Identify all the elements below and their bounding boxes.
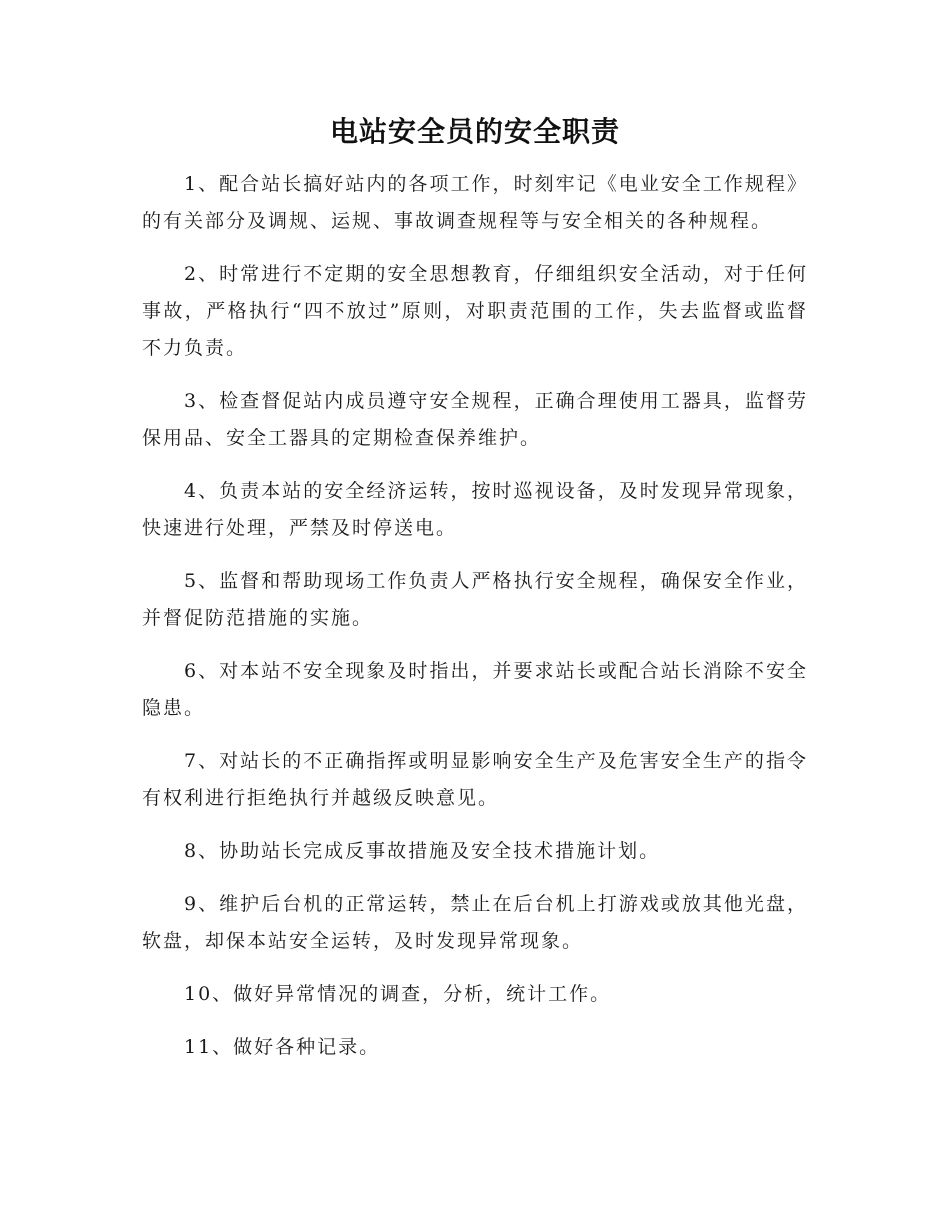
paragraph-9: 9、维护后台机的正常运转，禁止在后台机上打游戏或放其他光盘，软盘，却保本站安全运转，及时发现异常现象。 — [142, 893, 808, 952]
document-title: 电站安全员的安全职责 — [329, 115, 620, 148]
paragraph-5: 5、监督和帮助现场工作负责人严格执行安全规程，确保安全作业，并督促防范措施的实施。 — [142, 570, 808, 629]
paragraph-7: 7、对站长的不正确指挥或明显影响安全生产及危害安全生产的指令有权利进行拒绝执行并越级反映意见。 — [142, 750, 808, 809]
paragraph-6: 6、对本站不安全现象及时指出，并要求站长或配合站长消除不安全隐患。 — [142, 660, 808, 719]
paragraph-4: 4、负责本站的安全经济运转，按时巡视设备，及时发现异常现象，快速进行处理，严禁及时停送电。 — [142, 480, 808, 539]
paragraph-2: 2、时常进行不定期的安全思想教育，仔细组织安全活动，对于任何事故，严格执行“四不放过”原则，对职责范围的工作，失去监督或监督不力负责。 — [142, 263, 808, 359]
paragraph-8: 8、协助站长完成反事故措施及安全技术措施计划。 — [184, 840, 661, 862]
paragraph-3: 3、检查督促站内成员遵守安全规程，正确合理使用工器具，监督劳保用品、安全工器具的定期检查保养维护。 — [142, 390, 808, 449]
paragraph-10: 10、做好异常情况的调查，分析，统计工作。 — [184, 983, 612, 1005]
paragraph-1: 1、配合站长搞好站内的各项工作，时刻牢记《电业安全工作规程》的有关部分及调规、运规、事故调查规程等与安全相关的各种规程。 — [142, 173, 808, 232]
document-body — [142, 166, 808, 1082]
paragraph-11: 11、做好各种记录。 — [184, 1036, 381, 1058]
